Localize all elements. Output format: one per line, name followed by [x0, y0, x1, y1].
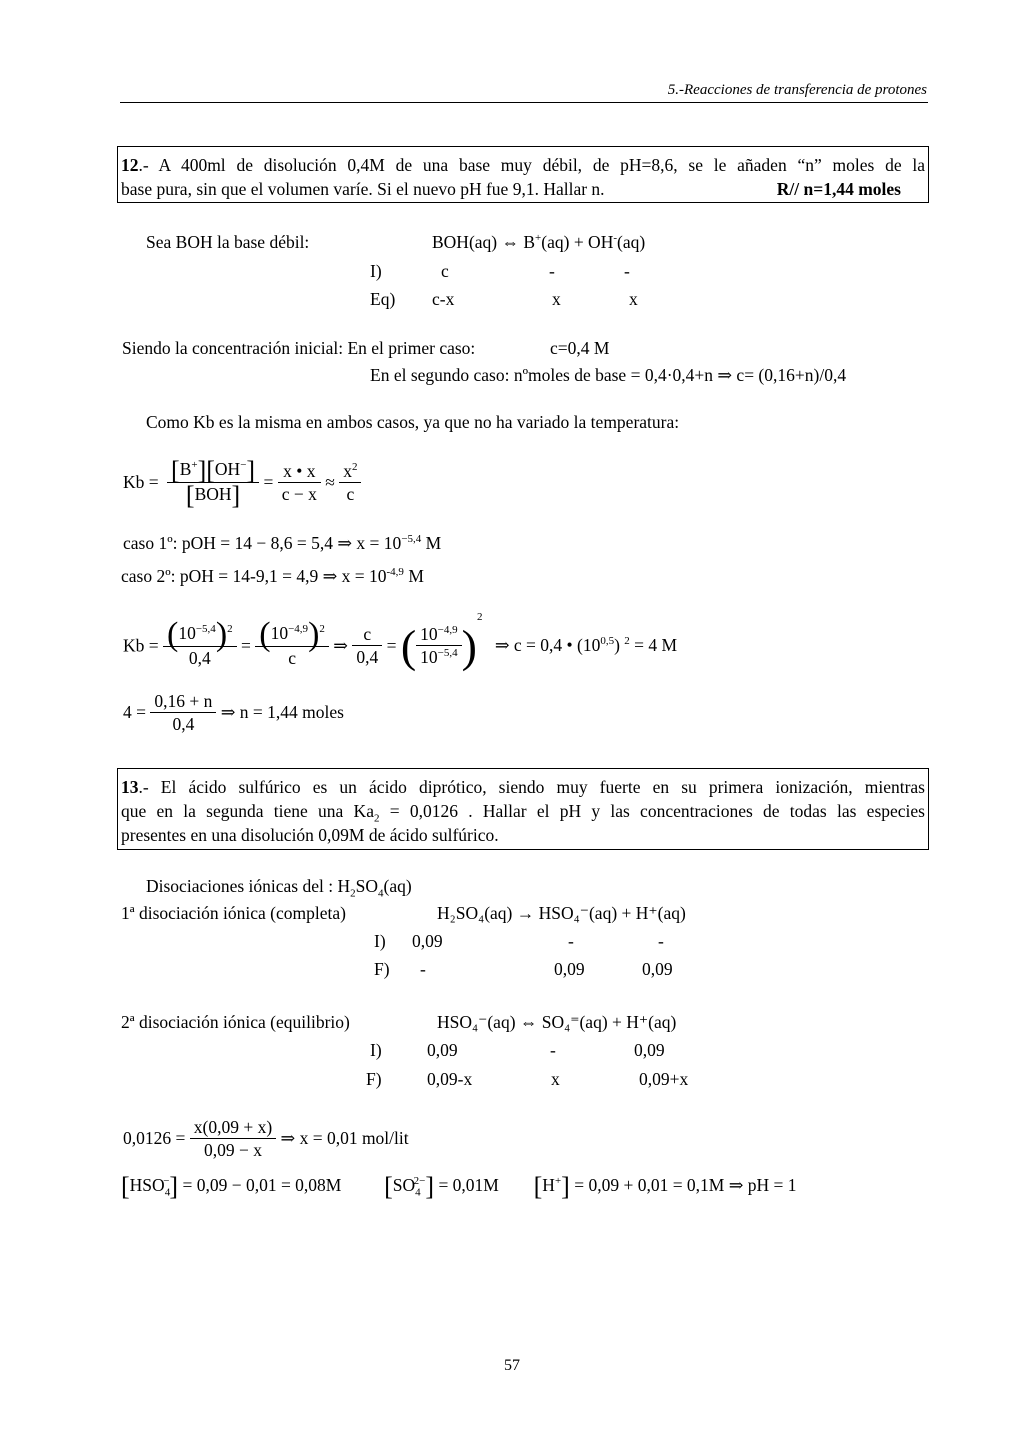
second-f-label: F) [366, 1069, 382, 1089]
row-eq-oh: x [629, 289, 638, 309]
first-f-h2so4: - [420, 959, 426, 979]
kb-note: Como Kb es la misma en ambos casos, ya que no ha variado la temperatura: [146, 412, 680, 432]
problem-13-line2: que en la segunda tiene una Ka [121, 801, 374, 821]
page-number: 57 [504, 1357, 520, 1374]
n-equation [123, 690, 344, 740]
kb-result-value: = 4 M [629, 635, 678, 656]
intro-sub: 2 [350, 887, 356, 900]
first-i-h2so4: 0,09 [412, 931, 443, 951]
problem-12-answer: R// n=1,44 moles [776, 179, 901, 199]
reaction-right: (aq) [617, 232, 646, 252]
second-f-so4: x [551, 1069, 560, 1089]
reaction-left: BOH(aq) ⇔ B [432, 232, 536, 252]
problem-13-ka-sub: 2 [373, 812, 380, 825]
intro-text: Disociaciones iónicas del : H [146, 876, 351, 896]
ka-left: 0,0126 = [123, 1128, 186, 1148]
conc-label: Siendo la concentración inicial: En el primer caso: [122, 338, 476, 358]
first-f-h: 0,09 [642, 959, 673, 979]
n-eq-numerator: 0,16 + n [150, 690, 216, 713]
conc-second: En el segundo caso: nºmoles de base = 0,4·0,4+n ⇒ c= (0,16+n)/0,4 [370, 365, 847, 385]
problem-13-line2-rest: = 0,0126 . Hallar el pH y las concentraciones de todas las especies [379, 801, 925, 821]
second-i-label: I) [370, 1040, 382, 1060]
problem-13-number: 13 [121, 777, 139, 797]
n-eq-left: 4 = [123, 702, 146, 722]
reaction-b-charge: + [535, 232, 542, 245]
problem-12-number: 12 [121, 155, 139, 175]
second-i-hso4: 0,09 [427, 1040, 458, 1060]
so4-value: = 0,01M [438, 1175, 499, 1196]
case1-text: caso 1º: pOH = 14 − 8,6 = 5,4 ⇒ x = 10 [123, 533, 402, 553]
n-eq-right: ⇒ n = 1,44 moles [220, 702, 344, 722]
row-eq-c: c-x [432, 289, 455, 309]
ka-right: ⇒ x = 0,01 mol/lit [280, 1128, 409, 1148]
first-dissociation-reaction: H₂SO₄(aq) → HSO₄⁻(aq) + H⁺(aq) [437, 903, 686, 923]
kb-result: ⇒ c = 0,4 • (10 [494, 635, 601, 656]
problem-12-statement [117, 146, 929, 203]
problem-13-line1: .- El ácido sulfúrico es un ácido diprótico, siendo muy fuerte en su primera ionización, mientras [138, 777, 925, 797]
first-dissociation-label: 1ª disociación iónica (completa) [121, 903, 346, 923]
final-concentrations: $[HSO_4^-] = 0,09 - 0,01 = 0,08M$ $[SO_4^{2-}] = 0,01M$ [H+] = 0,09 + 0,01 = 0,1M ⇒ pH = 1 [121, 1172, 797, 1201]
first-f-label: F) [374, 959, 390, 979]
reaction-oh-charge: - [613, 232, 618, 245]
case1-exp: −5,4 [401, 533, 422, 546]
kb-expression: Kb = $\frac{[B^+][OH^-]}{\text{[BOH]}}$ = $\frac{x • x}{c - x}$ ≈ $\frac{x^2}{c}$ [123, 458, 361, 522]
problem-13-statement [117, 768, 929, 850]
ka-denominator: 0,09 − x [203, 1140, 262, 1160]
row-eq-b: x [552, 289, 561, 309]
ka-equation [123, 1116, 409, 1166]
problem-12-line1: .- A 400ml de disolución 0,4M de una base muy débil, de pH=8,6, se le añaden “n” moles de la [138, 155, 925, 175]
hso4-value: = 0,09 − 0,01 = 0,08M [182, 1175, 342, 1196]
row-i-label: I) [370, 261, 382, 281]
problem-13-line3: presentes en una disolución 0,09M de ácido sulfúrico. [121, 825, 499, 845]
case2-unit: M [403, 566, 424, 586]
case2-exp: -4,9 [386, 566, 404, 579]
row-i-c: c [441, 261, 449, 281]
reaction-mid: (aq) + OH [541, 232, 614, 252]
intro-end: (aq) [383, 876, 412, 896]
running-header: 5.-Reacciones de transferencia de protones [667, 82, 927, 98]
kb-result-close: ) [614, 635, 625, 656]
conc-first: c=0,4 M [550, 338, 610, 358]
second-i-h: 0,09 [634, 1040, 665, 1060]
second-dissociation-label: 2ª disociación iónica (equilibrio) [121, 1012, 350, 1032]
kb-result-square: 2 [624, 635, 630, 648]
n-eq-denominator: 0,4 [172, 714, 195, 734]
second-f-hso4: 0,09-x [427, 1069, 473, 1089]
h-value: = 0,09 + 0,01 = 0,1M ⇒ pH = 1 [574, 1175, 797, 1196]
row-i-b: - [549, 261, 555, 281]
first-i-h: - [658, 931, 664, 951]
row-eq-label: Eq) [370, 289, 396, 309]
case2-text: caso 2º: pOH = 14-9,1 = 4,9 ⇒ x = 10 [121, 566, 387, 586]
ka-numerator: x(0,09 + x) [190, 1116, 276, 1139]
solution-12-intro: Sea BOH la base débil: [146, 232, 310, 252]
case2-line [121, 566, 424, 587]
second-dissociation-reaction: HSO₄⁻(aq) ⇔ SO₄⁼(aq) + H⁺(aq) [437, 1012, 677, 1032]
solution-13-intro [146, 876, 412, 900]
second-f-h: 0,09+x [639, 1069, 689, 1089]
row-i-oh: - [624, 261, 630, 281]
first-i-hso4: - [568, 931, 574, 951]
intro-sub2: 4 [378, 887, 384, 900]
solution-12-reaction [432, 232, 645, 253]
kb-equality-chain: Kb = $\frac{(10^{-5,4})^2}{0,4}$ = $\frac{(10^{-4,9})^2}{c}$ ⇒ $\frac{c}{0,4}$ = ( $\frac{10^{-4,9}}{10^{-5,4}}$ )$^2$ ⇒ c = 0,4 • (10$^{0,5}$) $^2$ = 4 M [123, 611, 678, 672]
first-f-hso4: 0,09 [554, 959, 585, 979]
case1-line [123, 533, 441, 554]
case1-unit: M [421, 533, 442, 553]
kb-result-exp: 0,5 [600, 635, 615, 648]
intro-mid: SO [355, 876, 378, 896]
first-i-label: I) [374, 931, 386, 951]
problem-12-line2: base pura, sin que el volumen varíe. Si el nuevo pH fue 9,1. Hallar n. [121, 179, 605, 199]
header-rule [120, 102, 928, 103]
second-i-so4: - [550, 1040, 556, 1060]
